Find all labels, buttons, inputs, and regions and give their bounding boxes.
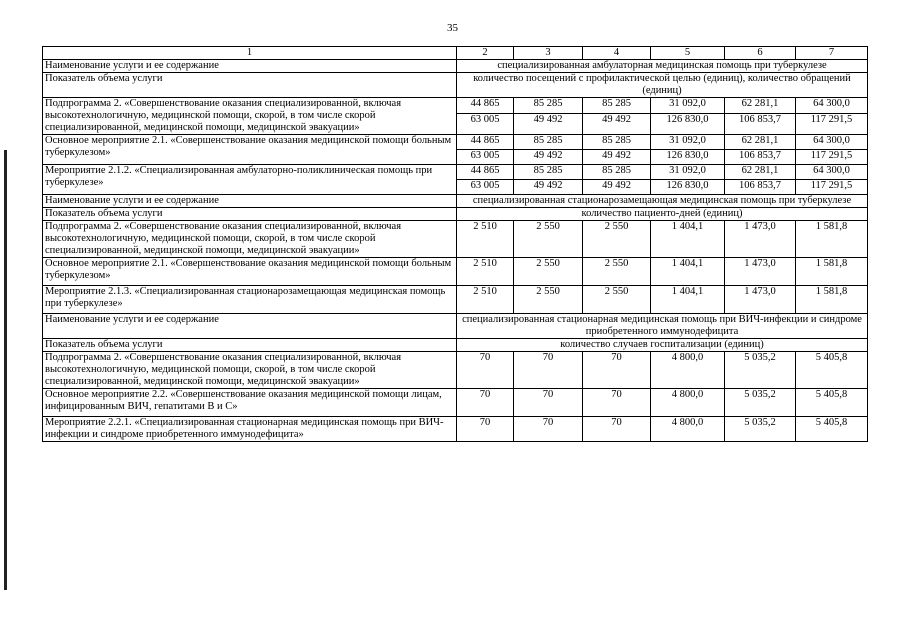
value-cell: 117 291,5 [796,114,868,135]
row-name: Мероприятие 2.1.2. «Специализированная амбулаторно-поликлиническая помощь при туберкулезе» [43,165,457,195]
value-cell: 126 830,0 [651,150,725,165]
header-cell: 2 [457,47,514,60]
table-row [43,135,868,150]
header-cell: 5 [651,47,725,60]
row-name: Мероприятие 2.1.3. «Специализированная стационарозамещающая медицинская помощь при туберкулезе» [43,286,457,314]
service-value: специализированная стационарная медицинская помощь при ВИЧ-инфекции и синдроме приобретенного иммунодефицита [457,314,868,339]
row-name: Основное мероприятие 2.1. «Совершенствование оказания медицинской помощи больным туберкулезом» [43,135,457,165]
row-name: Подпрограмма 2. «Совершенствование оказания специализированной, включая высокотехнологичную, медицинской помощи, скорой, в том числе скорой специализированной, медицинской помощи, медицинской эвакуации» [43,352,457,389]
value-cell: 2 550 [514,286,583,314]
indicator-label: Показатель объема услуги [43,339,457,352]
value-cell: 1 473,0 [725,258,796,286]
table-row [43,389,868,417]
value-cell: 2 510 [457,221,514,258]
value-cell: 5 035,2 [725,389,796,417]
table-row [43,352,868,389]
indicator-row [43,339,868,352]
value-cell: 70 [514,389,583,417]
value-cell: 2 550 [583,258,651,286]
value-cell: 85 285 [583,165,651,180]
page-number: 35 [447,22,458,34]
value-cell: 1 404,1 [651,286,725,314]
service-row [43,314,868,339]
value-cell: 49 492 [514,114,583,135]
table-row [43,165,868,180]
value-cell: 2 550 [514,221,583,258]
indicator-row [43,208,868,221]
header-cell: 4 [583,47,651,60]
table-row [43,221,868,258]
table-row [43,286,868,314]
value-cell: 49 492 [583,150,651,165]
value-cell: 117 291,5 [796,150,868,165]
value-cell: 1 581,8 [796,258,868,286]
value-cell: 1 473,0 [725,286,796,314]
value-cell: 126 830,0 [651,114,725,135]
value-cell: 64 300,0 [796,135,868,150]
table-row [43,98,868,114]
value-cell: 31 092,0 [651,165,725,180]
value-cell: 62 281,1 [725,98,796,114]
page-edge-shadow [4,150,7,590]
value-cell: 85 285 [514,165,583,180]
header-cell: 3 [514,47,583,60]
value-cell: 63 005 [457,180,514,195]
row-name: Мероприятие 2.2.1. «Специализированная стационарная медицинская помощь при ВИЧ-инфекции и синдроме приобретенного иммунодефицита» [43,417,457,442]
value-cell: 2 550 [583,286,651,314]
value-cell: 106 853,7 [725,180,796,195]
row-name: Основное мероприятие 2.2. «Совершенствование оказания медицинской помощи лицам, инфицированным ВИЧ, гепатитами В и С» [43,389,457,417]
value-cell: 2 510 [457,286,514,314]
value-cell: 63 005 [457,150,514,165]
service-row [43,60,868,73]
table-row [43,258,868,286]
indicator-row [43,73,868,98]
row-name: Основное мероприятие 2.1. «Совершенствование оказания медицинской помощи больным туберкулезом» [43,258,457,286]
header-row [43,47,868,60]
value-cell: 1 404,1 [651,221,725,258]
indicator-label: Показатель объема услуги [43,208,457,221]
value-cell: 49 492 [583,180,651,195]
value-cell: 85 285 [514,135,583,150]
value-cell: 70 [457,417,514,442]
value-cell: 44 865 [457,165,514,180]
value-cell: 70 [514,417,583,442]
value-cell: 64 300,0 [796,98,868,114]
value-cell: 4 800,0 [651,417,725,442]
indicator-value: количество пациенто-дней (единиц) [457,208,868,221]
service-row [43,195,868,208]
value-cell: 64 300,0 [796,165,868,180]
row-name: Подпрограмма 2. «Совершенствование оказания специализированной, включая высокотехнологичную, медицинской помощи, скорой, в том числе скорой специализированной, медицинской помощи, медицинской эвакуации» [43,98,457,135]
value-cell: 70 [514,352,583,389]
header-cell: 7 [796,47,868,60]
value-cell: 63 005 [457,114,514,135]
service-label: Наименование услуги и ее содержание [43,195,457,208]
value-cell: 62 281,1 [725,165,796,180]
value-cell: 2 550 [583,221,651,258]
value-cell: 85 285 [514,98,583,114]
value-cell: 70 [583,417,651,442]
value-cell: 5 405,8 [796,352,868,389]
value-cell: 31 092,0 [651,98,725,114]
value-cell: 62 281,1 [725,135,796,150]
value-cell: 5 405,8 [796,417,868,442]
value-cell: 5 035,2 [725,352,796,389]
row-name: Подпрограмма 2. «Совершенствование оказания специализированной, включая высокотехнологичную, медицинской помощи, скорой, в том числе скорой специализированной, медицинской помощи, медицинской эвакуации» [43,221,457,258]
value-cell: 1 581,8 [796,221,868,258]
value-cell: 5 035,2 [725,417,796,442]
table-row [43,417,868,442]
value-cell: 44 865 [457,135,514,150]
value-cell: 4 800,0 [651,389,725,417]
service-label: Наименование услуги и ее содержание [43,60,457,73]
header-cell: 1 [43,47,457,60]
value-cell: 70 [583,389,651,417]
value-cell: 70 [583,352,651,389]
service-label: Наименование услуги и ее содержание [43,314,457,339]
value-cell: 1 473,0 [725,221,796,258]
value-cell: 117 291,5 [796,180,868,195]
indicator-label: Показатель объема услуги [43,73,457,98]
value-cell: 49 492 [514,150,583,165]
value-cell: 1 581,8 [796,286,868,314]
services-table [42,46,868,442]
value-cell: 70 [457,352,514,389]
value-cell: 4 800,0 [651,352,725,389]
header-cell: 6 [725,47,796,60]
value-cell: 126 830,0 [651,180,725,195]
indicator-value: количество случаев госпитализации (единиц) [457,339,868,352]
service-value: специализированная стационарозамещающая медицинская помощь при туберкулезе [457,195,868,208]
value-cell: 106 853,7 [725,114,796,135]
value-cell: 85 285 [583,98,651,114]
value-cell: 49 492 [514,180,583,195]
value-cell: 44 865 [457,98,514,114]
value-cell: 1 404,1 [651,258,725,286]
value-cell: 2 550 [514,258,583,286]
value-cell: 85 285 [583,135,651,150]
value-cell: 70 [457,389,514,417]
value-cell: 2 510 [457,258,514,286]
value-cell: 49 492 [583,114,651,135]
value-cell: 5 405,8 [796,389,868,417]
service-value: специализированная амбулаторная медицинская помощь при туберкулезе [457,60,868,73]
value-cell: 31 092,0 [651,135,725,150]
indicator-value: количество посещений с профилактической целью (единиц), количество обращений (единиц) [457,73,868,98]
value-cell: 106 853,7 [725,150,796,165]
